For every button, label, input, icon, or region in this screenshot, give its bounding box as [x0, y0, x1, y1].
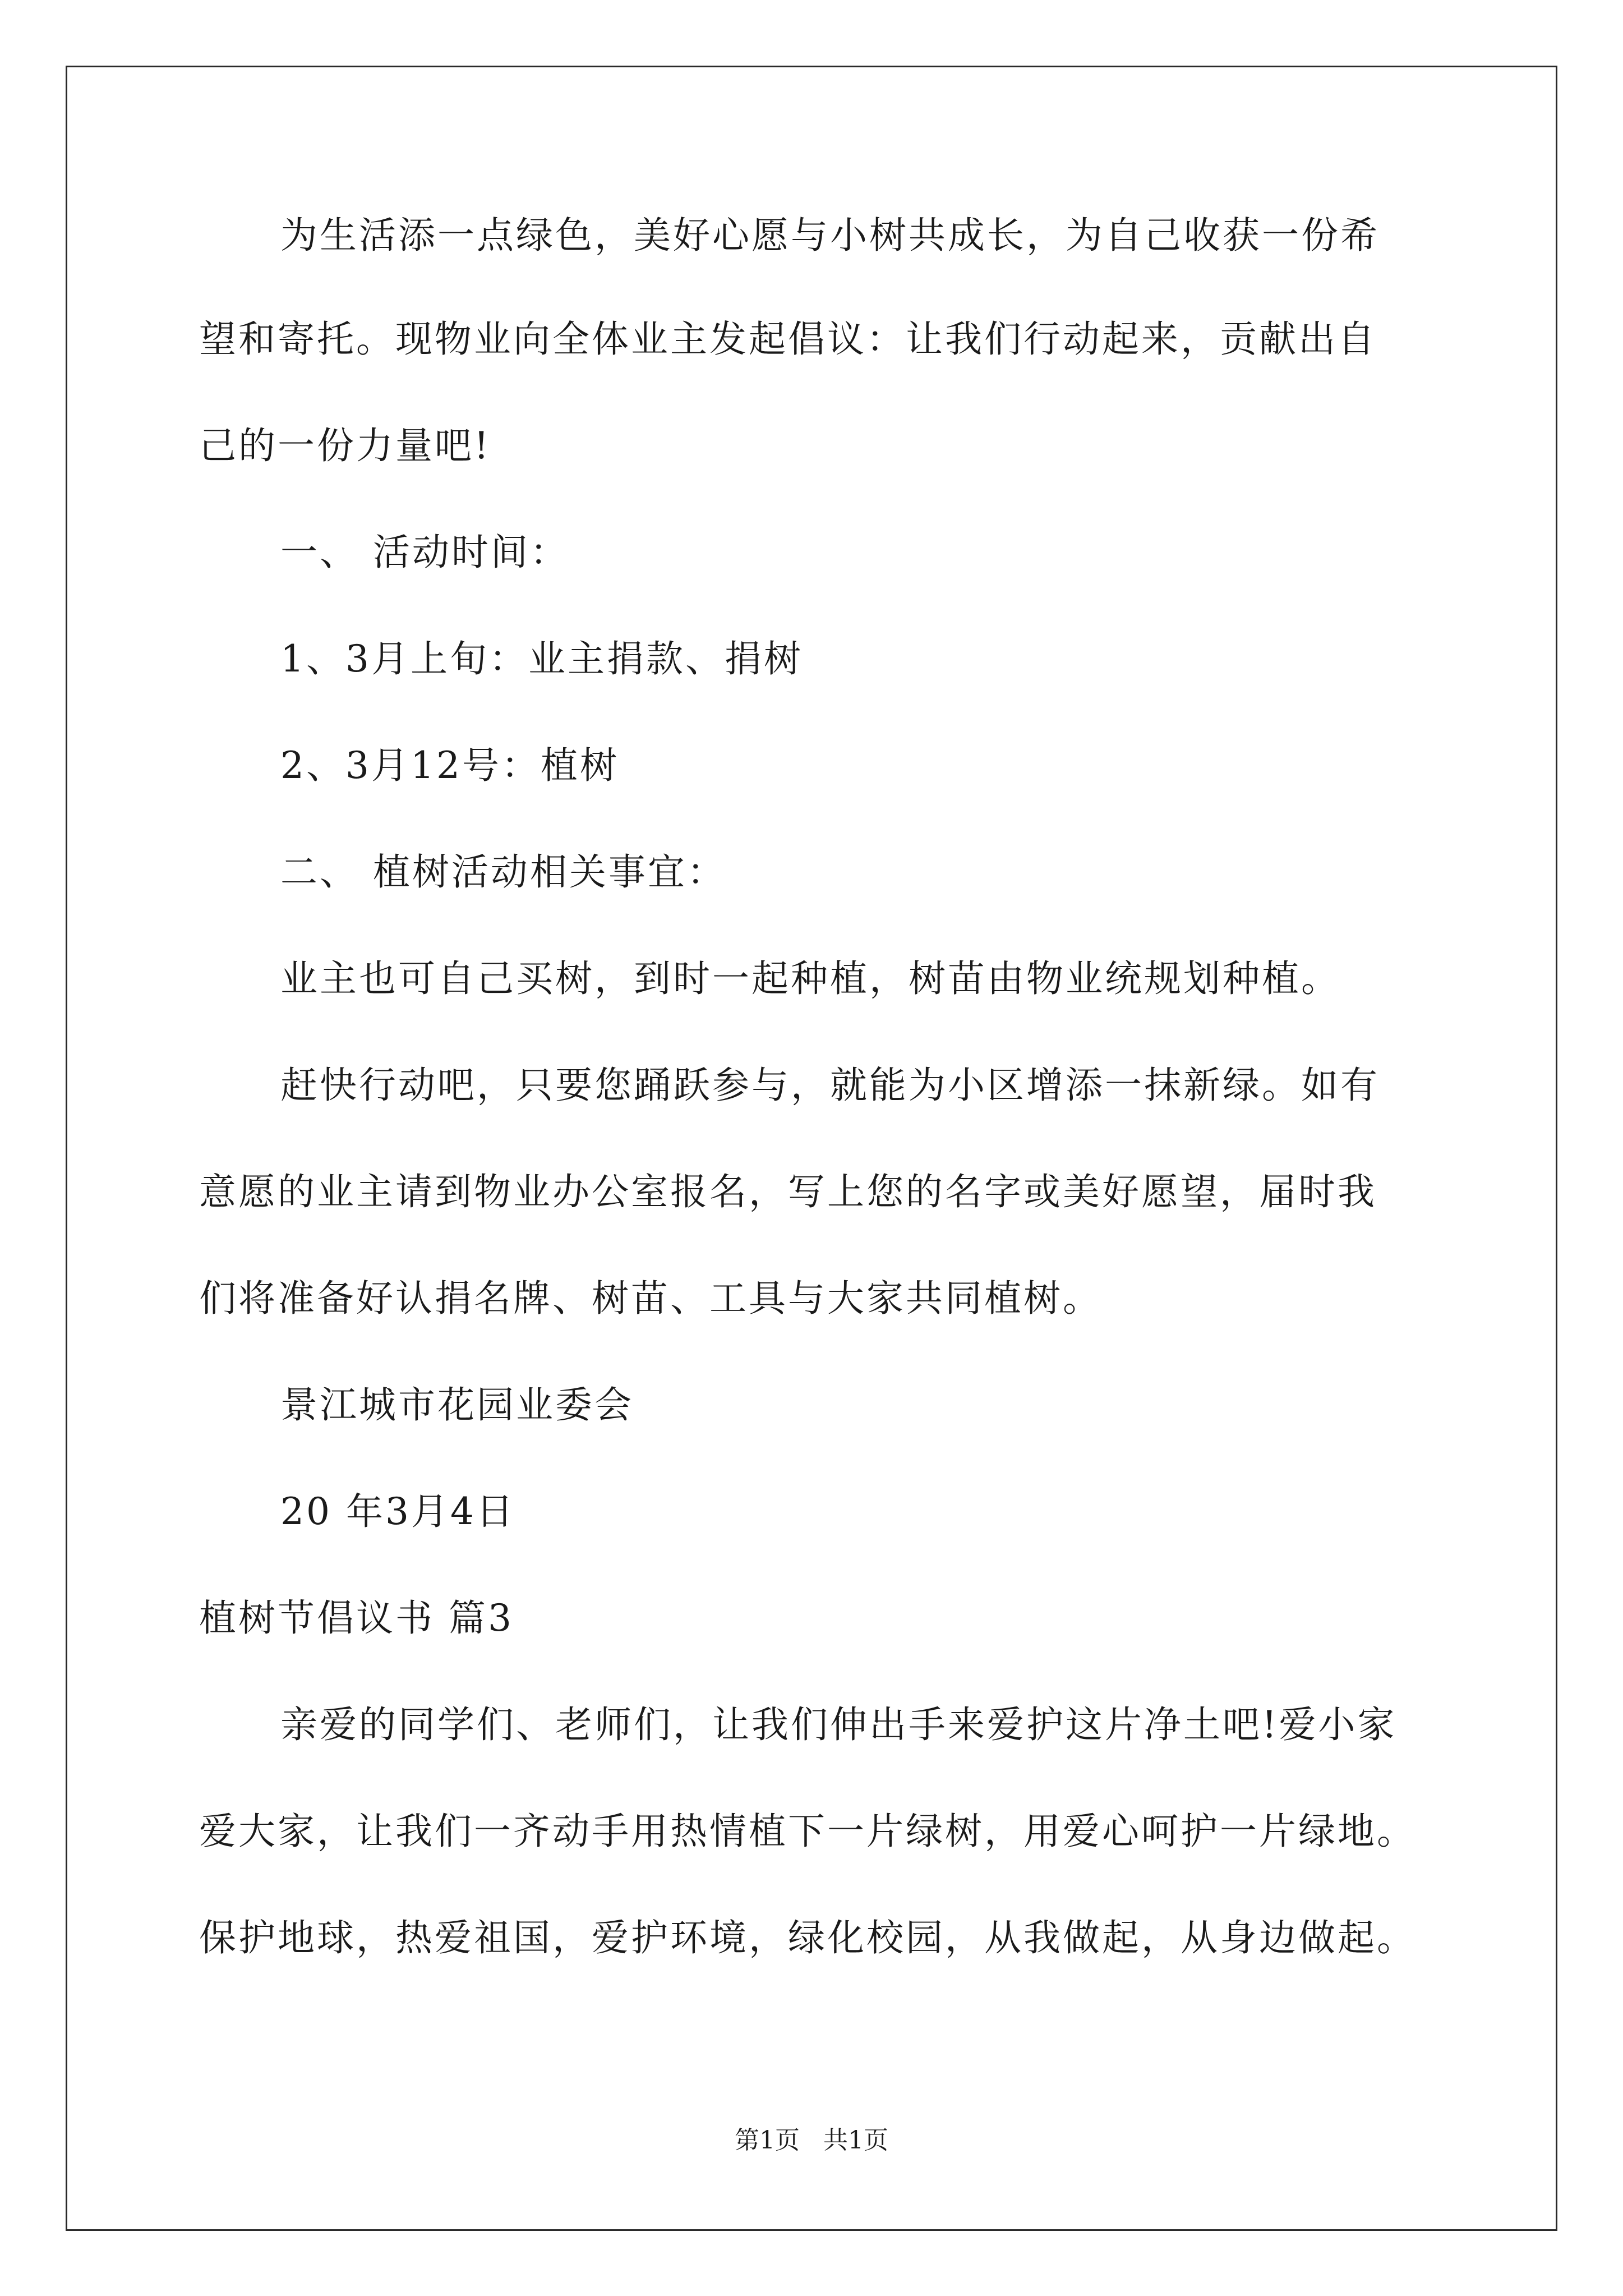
paragraph-line: 亲爱的同学们、老师们，让我们伸出手来爱护这片净土吧!爱小家: [280, 1703, 1397, 1746]
list-item: 2、3月12号：植树: [280, 744, 619, 787]
list-item: 1、3月上旬：业主捐款、捐树: [280, 637, 803, 680]
page-footer: 第1页 共1页: [735, 2126, 888, 2155]
section-heading: 一、 活动时间：: [280, 531, 569, 574]
paragraph-line: 为生活添一点绿色，美好心愿与小树共成长，为自己收获一份希: [280, 214, 1380, 257]
article-title: 植树节倡议书 篇3: [199, 1596, 514, 1640]
paragraph-line: 己的一份力量吧!: [199, 424, 491, 467]
paragraph-line: 意愿的业主请到物业办公室报名，写上您的名字或美好愿望，届时我: [199, 1170, 1377, 1213]
paragraph-line: 们将准备好认捐名牌、树苗、工具与大家共同植树。: [199, 1277, 1102, 1320]
section-heading: 二、 植树活动相关事宜：: [280, 850, 726, 894]
signature-line: 景江城市花园业委会: [280, 1383, 634, 1427]
paragraph-line: 赶快行动吧，只要您踊跃参与，就能为小区增添一抹新绿。如有: [280, 1064, 1380, 1107]
date-line: 20 年3月4日: [280, 1490, 515, 1533]
paragraph-line: 保护地球，热爱祖国，爱护环境，绿化校园，从我做起，从身边做起。: [199, 1916, 1416, 1959]
paragraph-line: 业主也可自己买树，到时一起种植，树苗由物业统规划种植。: [280, 957, 1340, 1000]
paragraph-line: 爱大家，让我们一齐动手用热情植下一片绿树，用爱心呵护一片绿地。: [199, 1810, 1416, 1853]
paragraph-line: 望和寄托。现物业向全体业主发起倡议：让我们行动起来，贡献出自: [199, 318, 1377, 361]
page-border: [66, 66, 1557, 2231]
